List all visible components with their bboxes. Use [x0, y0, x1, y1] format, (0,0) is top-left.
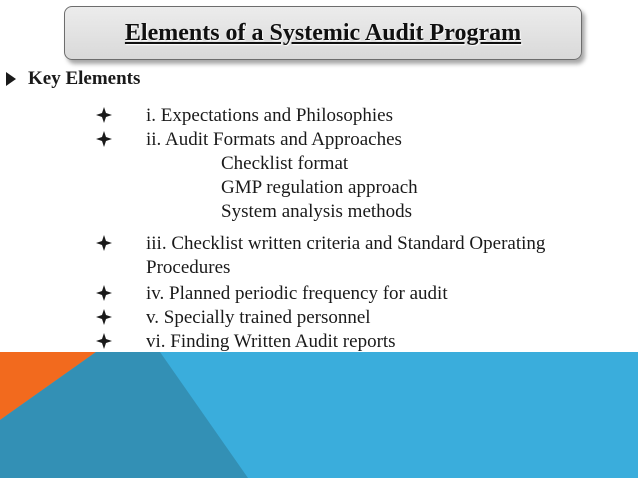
- sub-item: GMP regulation approach: [221, 177, 418, 198]
- list-item: [96, 306, 371, 330]
- heading-text: Key Elements: [28, 68, 141, 89]
- diamond-bullet-icon: [96, 285, 112, 301]
- arrow-right-icon: [6, 72, 16, 86]
- list-item-text: iii. Checklist written criteria and Standard Operating Procedures: [146, 233, 546, 278]
- sub-item: Checklist format: [221, 153, 349, 174]
- diamond-bullet-icon: [96, 235, 112, 251]
- list-item: [96, 104, 393, 128]
- list-item: [96, 282, 448, 306]
- list-item: [96, 128, 402, 152]
- diamond-bullet-icon: [96, 131, 112, 147]
- list-item: [96, 232, 606, 280]
- diamond-bullet-icon: [96, 333, 112, 349]
- list-item-text: ii. Audit Formats and Approaches: [146, 129, 402, 150]
- diamond-bullet-icon: [96, 107, 112, 123]
- slide-title: Elements of a Systemic Audit Program: [124, 19, 522, 46]
- sub-item: System analysis methods: [221, 201, 413, 222]
- title-banner: [64, 6, 582, 60]
- list-item-text: iv. Planned periodic frequency for audit: [146, 283, 448, 304]
- list-item-text: i. Expectations and Philosophies: [146, 105, 393, 126]
- diamond-bullet-icon: [96, 309, 112, 325]
- list-item-text: v. Specially trained personnel: [146, 307, 371, 328]
- key-elements-heading: [6, 68, 140, 90]
- list-item: [96, 330, 396, 354]
- list-item-text: vi. Finding Written Audit reports: [146, 331, 396, 352]
